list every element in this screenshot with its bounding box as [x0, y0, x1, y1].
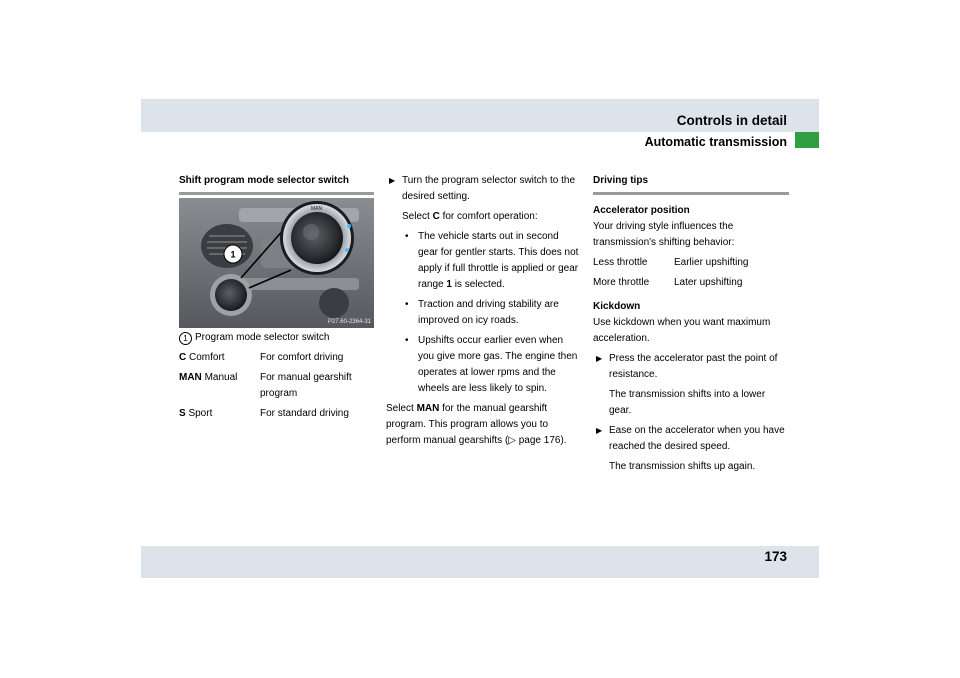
select-comfort-text: [386, 209, 581, 225]
step-result: The transmission shifts into a lower gear.: [609, 389, 766, 416]
mode-key: S: [179, 408, 186, 419]
photo-callout-number: 1: [230, 249, 236, 260]
text-fragment: The vehicle starts out in second gear for gentler starts. This does not apply if full throttle is applied or gear range: [418, 231, 579, 290]
bullet-icon: •: [405, 299, 409, 310]
mode-desc: For comfort driving: [260, 352, 344, 363]
svg-text:MAN: MAN: [311, 206, 323, 212]
throttle-key: More throttle: [593, 277, 650, 288]
text-fragment: for the manual gearshift program. This program allows you to perform manual gearshifts (▷ page 176).: [386, 403, 567, 446]
throttle-key: Less throttle: [593, 257, 648, 268]
step-result: The transmission shifts up again.: [609, 461, 756, 472]
instruction-step: [593, 423, 789, 455]
mode-row-comfort: [179, 350, 374, 366]
arrow-right-icon: ▶: [596, 354, 603, 363]
caption-text: Program mode selector switch: [195, 332, 330, 343]
bullet-item: [386, 297, 581, 329]
photo-caption: [179, 330, 374, 346]
mode-key: MAN: [179, 372, 202, 383]
bullet-text: Upshifts occur earlier even when you give more gas. The engine then operates at lower rpms and the wheels are less likely to spin.: [418, 335, 578, 394]
text-fragment: for comfort operation:: [439, 211, 538, 222]
bullet-item: [386, 333, 581, 397]
column-instructions: [386, 173, 581, 453]
kickdown-heading: Kickdown: [593, 301, 641, 312]
page-number: 173: [764, 549, 787, 564]
mode-row-manual: [179, 370, 374, 402]
selector-heading: Shift program mode selector switch: [179, 173, 374, 195]
text-fragment: Select: [386, 403, 417, 414]
gear-range-key: 1: [446, 279, 452, 290]
image-code: P27.60-2364-31: [327, 319, 371, 325]
step-text: Press the accelerator past the point of resistance.: [609, 353, 778, 380]
step-text: Ease on the accelerator when you have reached the desired speed.: [609, 425, 785, 452]
accelerator-heading: Accelerator position: [593, 205, 690, 216]
arrow-right-icon: ▶: [596, 426, 603, 435]
text-fragment: is selected.: [451, 279, 505, 290]
mode-name: Comfort: [189, 352, 225, 363]
kickdown-text: Use kickdown when you want maximum acceleration.: [593, 317, 771, 344]
mode-row-sport: [179, 406, 374, 422]
caption-number: 1: [179, 332, 192, 345]
arrow-right-icon: ▶: [389, 176, 396, 185]
column-selector-switch: [179, 173, 374, 422]
mode-key: C: [179, 352, 187, 363]
section-subtitle: Automatic transmission: [644, 135, 787, 149]
page-header: [141, 99, 819, 149]
throttle-value: Earlier upshifting: [674, 257, 749, 268]
bullet-icon: •: [405, 231, 409, 242]
throttle-row: [593, 255, 789, 271]
section-tab-marker: [795, 132, 819, 148]
bullet-icon: •: [405, 335, 409, 346]
column-driving-tips: [593, 173, 789, 479]
mode-name: Sport: [188, 408, 213, 419]
instruction-step: [593, 351, 789, 383]
accelerator-text: Your driving style influences the transmission's shifting behavior:: [593, 221, 735, 248]
mode-desc: For standard driving: [260, 408, 349, 419]
instruction-step: [386, 173, 581, 205]
section-title: Controls in detail: [676, 113, 787, 128]
text-fragment: Select: [402, 211, 433, 222]
photo-illustration: [179, 198, 374, 328]
bullet-text: Traction and driving stability are improved on icy roads.: [418, 299, 559, 326]
mode-name: Manual: [204, 372, 238, 383]
header-band: [141, 99, 819, 132]
bullet-item: [386, 229, 581, 293]
throttle-value: Later upshifting: [674, 277, 743, 288]
driving-tips-heading: Driving tips: [593, 173, 789, 195]
key-c: C: [432, 211, 440, 222]
selector-switch-photo: [179, 198, 374, 328]
key-man: MAN: [416, 403, 440, 414]
manual-mode-text: [386, 401, 581, 449]
page-footer: [141, 546, 819, 578]
mode-desc: For manual gearshift program: [260, 372, 352, 399]
step-text: Turn the program selector switch to the desired setting.: [402, 175, 576, 202]
throttle-row: [593, 275, 789, 291]
